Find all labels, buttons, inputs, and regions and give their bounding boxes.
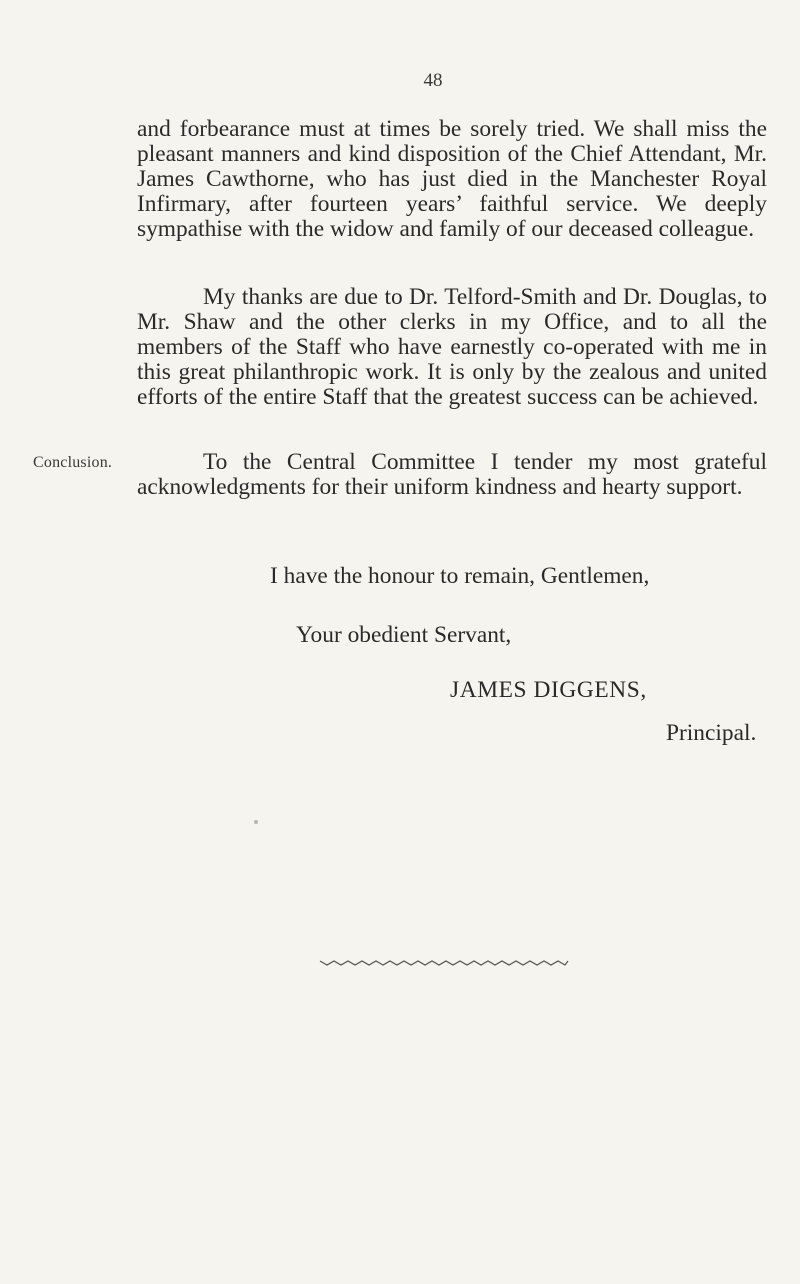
page-number: 48 — [423, 70, 443, 91]
paragraph-thanks: My thanks are due to Dr. Telford-Smith and Dr. Douglas, to Mr. Shaw and the other clerks in my Office, and to all the members of the Staff who have earnestly co-operated with me in this great philanthropic work. It is only by the zealous and united efforts of the entire Staff that the greatest success can be achieved. — [137, 284, 767, 410]
paragraph-forbearance: and forbearance must at times be sorely tried. We shall miss the pleasant manners and kind disposition of the Chief Attendant, Mr. James Cawthorne, who has just died in the Manchester Royal Infirmary, after fourteen years’ faithful service. We deeply sympathise with the widow and family of our deceased colleague. — [137, 116, 767, 242]
signature-name: JAMES DIGGENS, — [450, 677, 647, 703]
closing-honour-line: I have the honour to remain, Gentlemen, — [270, 563, 650, 589]
paper-speck — [254, 820, 258, 824]
closing-servant-line: Your obedient Servant, — [296, 622, 512, 648]
signature-title: Principal. — [666, 720, 757, 746]
decorative-rule-ornament — [318, 956, 570, 970]
paragraph-central-committee: To the Central Committee I tender my most grateful acknowledgments for their uniform kindness and hearty support. — [137, 449, 767, 500]
margin-note-conclusion: Conclusion. — [33, 454, 113, 471]
